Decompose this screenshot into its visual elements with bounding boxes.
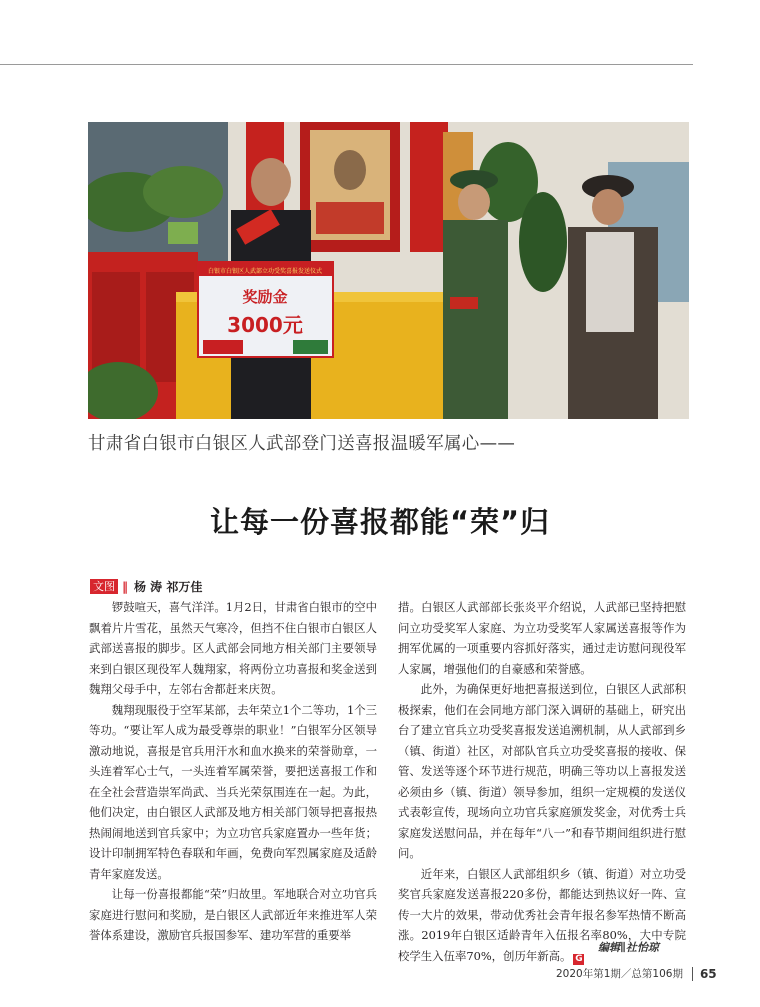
paragraph: 让每一份喜报都能“荣”归故里。军地联合对立功官兵家庭进行慰问和奖励，是白银区人武部近年来推进军人荣誉体系建设，激励官兵报国参军、建功军营的重要举 <box>89 887 377 942</box>
byline-tag: 文图 <box>90 579 118 594</box>
footer-divider <box>692 967 693 981</box>
end-mark-icon: G <box>575 953 583 964</box>
paragraph: 锣鼓喧天，喜气洋洋。1月2日，甘肃省白银市的空中飘着片片雪花，虽然天气寒冷，但挡不住白银市白银区人武部送喜报的脚步。区人武部会同地方相关部门主要领导来到白银区现役军人魏翔家，将两份立功喜报和奖金送到魏翔父母手中，左邻右舍都赶来庆贺。 <box>89 600 377 696</box>
kicker-subtitle: 甘肃省白银市白银区人武部登门送喜报温暖军属心—— <box>88 434 516 454</box>
article-headline: 让每一份喜报都能“荣”归 <box>209 505 551 539</box>
article-photo <box>88 122 689 419</box>
text-column-right <box>398 597 686 966</box>
paragraph-continued: 措。白银区人武部部长张炎平介绍说，人武部已坚持把慰问立功受奖军人家庭、为立功受奖军人家属送喜报等作为拥军优属的一项重要内容抓好落实，通过走访慰问现役军人家属，增强他们的自豪感和荣誉感。 <box>398 600 686 676</box>
text-column-left <box>89 597 377 946</box>
page-footer <box>556 966 717 981</box>
header-rule <box>0 64 693 65</box>
board-amount: 3000元 <box>227 313 303 337</box>
issue-info: 2020年第1期／总第106期 <box>556 968 683 980</box>
paragraph: 此外，为确保更好地把喜报送到位，白银区人武部积极探索，他们在会同地方部门深入调研的基础上，研究出台了建立官兵立功受奖喜报发送追溯机制，从人武部到乡（镇、街道）社区，对部队官兵立功受奖喜报的接收、保管、发送等逐个环节进行规范，明确三等功以上喜报发送必须由乡（镇、街道）领导参加，组织一定规模的发送仪式表彰宣传，现场向立功官兵家庭颁发奖金，对优秀士兵家庭发送慰问品，并在每年“八一”和春节期间组织进行慰问。 <box>398 682 686 860</box>
byline <box>90 578 202 595</box>
paragraph-text: 近年来，白银区人武部组织乡（镇、街道）对立功受奖官兵家庭发送喜报220多份，都能达到热议好一阵、宣传一大片的效果，带动优秀社会青年报名参军热情不断高涨。2019年白银区适龄青年入伍报名率80%，大中专院校学生入伍率70%，创历年新高。 <box>398 866 686 963</box>
page-number: 65 <box>699 966 717 981</box>
editor-credit: 编辑∥社怡琼 <box>598 941 659 954</box>
byline-separator: ‖ <box>122 579 128 594</box>
byline-authors: 杨 涛 祁万佳 <box>134 580 203 594</box>
paragraph: 魏翔现服役于空军某部，去年荣立1个二等功，1个三等功。“要让军人成为最受尊崇的职业！”白银军分区领导激动地说，喜报是官兵用汗水和血水换来的荣誉勋章，一头连着军心士气，一头连着军属荣誉，要把送喜报工作和在全社会营造崇军尚武、当兵光荣氛围连在一起。为此，他们决定，由白银区人武部及地方相关部门领导把喜报热热闹闹地送到官兵家中；为立功官兵家庭置办一些年货；设计印制拥军特色春联和年画，免费向军烈属家庭及适龄青年家庭发送。 <box>89 702 377 881</box>
board-header: 白银市白银区人武部立功受奖喜报发送仪式 <box>207 268 323 275</box>
board-title: 奖励金 <box>242 288 288 306</box>
